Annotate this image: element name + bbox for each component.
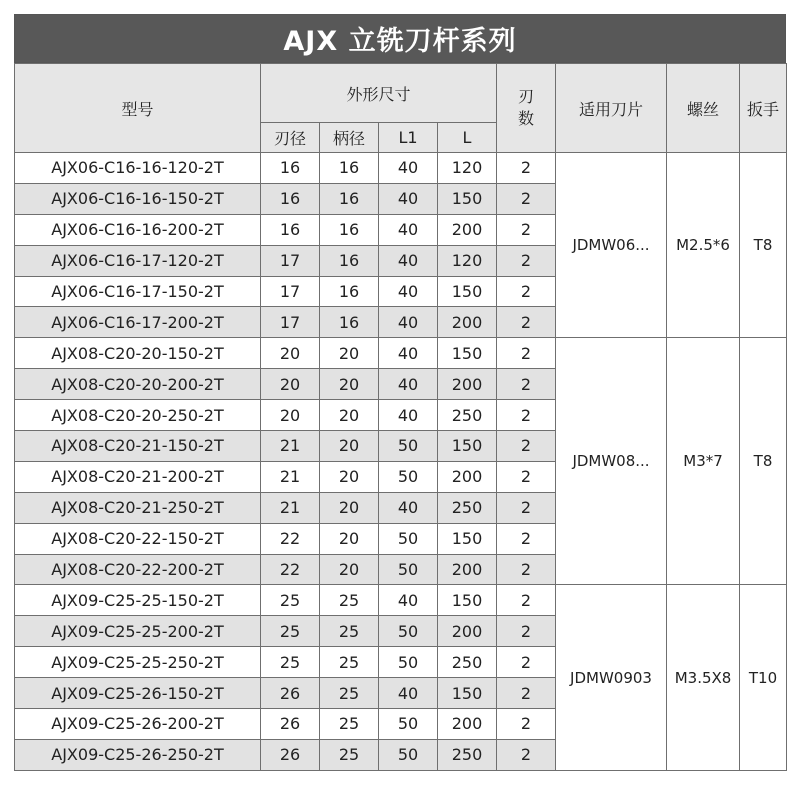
- cell-flutes: 2: [497, 709, 556, 740]
- cell-cutting-dia: 21: [261, 431, 320, 462]
- cell-shank-dia: 16: [320, 276, 379, 307]
- cell-model: AJX08-C20-21-150-2T: [15, 431, 261, 462]
- cell-cutting-dia: 16: [261, 183, 320, 214]
- cell-shank-dia: 20: [320, 523, 379, 554]
- header-flutes: [497, 64, 556, 153]
- cell-flutes: 2: [497, 461, 556, 492]
- table-body: [15, 153, 787, 771]
- cell-cutting-dia: 20: [261, 400, 320, 431]
- cell-cutting-dia: 22: [261, 554, 320, 585]
- cell-l1: 40: [379, 183, 438, 214]
- cell-flutes: 2: [497, 431, 556, 462]
- cell-l1: 50: [379, 739, 438, 770]
- cell-l: 200: [438, 709, 497, 740]
- spec-sheet: [14, 14, 786, 771]
- cell-screw: M3.5X8: [667, 585, 740, 770]
- header-l: L: [438, 123, 497, 153]
- cell-wrench: T8: [740, 153, 787, 338]
- cell-flutes: 2: [497, 245, 556, 276]
- cell-model: AJX09-C25-25-250-2T: [15, 647, 261, 678]
- cell-l: 200: [438, 616, 497, 647]
- cell-cutting-dia: 20: [261, 369, 320, 400]
- cell-screw: M2.5*6: [667, 153, 740, 338]
- spec-table: [14, 63, 787, 771]
- cell-l: 120: [438, 245, 497, 276]
- cell-flutes: 2: [497, 554, 556, 585]
- cell-model: AJX09-C25-26-250-2T: [15, 739, 261, 770]
- cell-flutes: 2: [497, 523, 556, 554]
- cell-l: 200: [438, 369, 497, 400]
- page-title: AJX 立铣刀杆系列: [14, 14, 786, 63]
- cell-cutting-dia: 25: [261, 585, 320, 616]
- cell-l: 150: [438, 585, 497, 616]
- cell-flutes: 2: [497, 585, 556, 616]
- cell-l1: 40: [379, 245, 438, 276]
- header-insert: 适用刀片: [556, 64, 667, 153]
- cell-cutting-dia: 26: [261, 678, 320, 709]
- cell-flutes: 2: [497, 307, 556, 338]
- cell-flutes: 2: [497, 678, 556, 709]
- cell-cutting-dia: 17: [261, 307, 320, 338]
- cell-model: AJX06-C16-16-120-2T: [15, 153, 261, 184]
- cell-cutting-dia: 22: [261, 523, 320, 554]
- cell-shank-dia: 16: [320, 245, 379, 276]
- cell-shank-dia: 16: [320, 307, 379, 338]
- header-wrench: 扳手: [740, 64, 787, 153]
- cell-cutting-dia: 16: [261, 153, 320, 184]
- cell-l: 250: [438, 400, 497, 431]
- cell-l1: 40: [379, 338, 438, 369]
- cell-l: 200: [438, 214, 497, 245]
- cell-shank-dia: 20: [320, 461, 379, 492]
- cell-model: AJX08-C20-20-250-2T: [15, 400, 261, 431]
- cell-cutting-dia: 21: [261, 461, 320, 492]
- cell-model: AJX08-C20-20-200-2T: [15, 369, 261, 400]
- cell-wrench: T8: [740, 338, 787, 585]
- cell-cutting-dia: 26: [261, 739, 320, 770]
- cell-l: 150: [438, 523, 497, 554]
- header-screw: 螺丝: [667, 64, 740, 153]
- cell-l1: 40: [379, 214, 438, 245]
- cell-l1: 40: [379, 153, 438, 184]
- cell-model: AJX06-C16-17-150-2T: [15, 276, 261, 307]
- cell-l1: 50: [379, 709, 438, 740]
- cell-l1: 50: [379, 523, 438, 554]
- cell-l: 250: [438, 647, 497, 678]
- header-l1: L1: [379, 123, 438, 153]
- table-row: [15, 338, 787, 369]
- cell-flutes: 2: [497, 647, 556, 678]
- cell-l1: 50: [379, 461, 438, 492]
- cell-l: 250: [438, 739, 497, 770]
- cell-l: 150: [438, 338, 497, 369]
- cell-shank-dia: 16: [320, 153, 379, 184]
- header-shank-dia: 柄径: [320, 123, 379, 153]
- cell-shank-dia: 20: [320, 492, 379, 523]
- cell-l: 200: [438, 461, 497, 492]
- cell-l: 200: [438, 307, 497, 338]
- cell-flutes: 2: [497, 338, 556, 369]
- cell-model: AJX06-C16-16-200-2T: [15, 214, 261, 245]
- cell-insert: JDMW08...: [556, 338, 667, 585]
- cell-model: AJX06-C16-17-200-2T: [15, 307, 261, 338]
- header-dimensions: 外形尺寸: [261, 64, 497, 123]
- header-flutes-line2: 数: [518, 109, 535, 128]
- cell-shank-dia: 25: [320, 616, 379, 647]
- cell-model: AJX06-C16-17-120-2T: [15, 245, 261, 276]
- cell-model: AJX09-C25-25-150-2T: [15, 585, 261, 616]
- cell-shank-dia: 25: [320, 678, 379, 709]
- cell-model: AJX08-C20-21-250-2T: [15, 492, 261, 523]
- cell-model: AJX09-C25-26-200-2T: [15, 709, 261, 740]
- cell-shank-dia: 20: [320, 338, 379, 369]
- cell-flutes: 2: [497, 183, 556, 214]
- cell-shank-dia: 25: [320, 709, 379, 740]
- table-row: [15, 153, 787, 184]
- cell-cutting-dia: 17: [261, 245, 320, 276]
- cell-shank-dia: 20: [320, 431, 379, 462]
- cell-model: AJX08-C20-20-150-2T: [15, 338, 261, 369]
- cell-l: 150: [438, 678, 497, 709]
- cell-model: AJX09-C25-25-200-2T: [15, 616, 261, 647]
- cell-l1: 40: [379, 276, 438, 307]
- cell-flutes: 2: [497, 739, 556, 770]
- cell-flutes: 2: [497, 400, 556, 431]
- cell-l: 150: [438, 183, 497, 214]
- cell-cutting-dia: 21: [261, 492, 320, 523]
- cell-cutting-dia: 20: [261, 338, 320, 369]
- cell-flutes: 2: [497, 492, 556, 523]
- cell-shank-dia: 25: [320, 647, 379, 678]
- cell-l1: 40: [379, 400, 438, 431]
- cell-l: 150: [438, 276, 497, 307]
- cell-shank-dia: 25: [320, 585, 379, 616]
- cell-l: 120: [438, 153, 497, 184]
- cell-flutes: 2: [497, 276, 556, 307]
- cell-shank-dia: 20: [320, 369, 379, 400]
- header-flutes-line1: 刃: [518, 87, 535, 106]
- cell-l1: 40: [379, 678, 438, 709]
- cell-wrench: T10: [740, 585, 787, 770]
- cell-insert: JDMW06...: [556, 153, 667, 338]
- cell-l: 150: [438, 431, 497, 462]
- cell-shank-dia: 16: [320, 214, 379, 245]
- cell-l1: 50: [379, 431, 438, 462]
- cell-cutting-dia: 26: [261, 709, 320, 740]
- table-row: [15, 585, 787, 616]
- cell-l1: 50: [379, 647, 438, 678]
- cell-cutting-dia: 16: [261, 214, 320, 245]
- cell-insert: JDMW0903: [556, 585, 667, 770]
- cell-cutting-dia: 25: [261, 647, 320, 678]
- cell-shank-dia: 20: [320, 400, 379, 431]
- cell-l: 250: [438, 492, 497, 523]
- cell-model: AJX08-C20-22-150-2T: [15, 523, 261, 554]
- cell-model: AJX06-C16-16-150-2T: [15, 183, 261, 214]
- cell-model: AJX09-C25-26-150-2T: [15, 678, 261, 709]
- cell-shank-dia: 20: [320, 554, 379, 585]
- cell-model: AJX08-C20-22-200-2T: [15, 554, 261, 585]
- cell-screw: M3*7: [667, 338, 740, 585]
- cell-l1: 40: [379, 307, 438, 338]
- cell-cutting-dia: 25: [261, 616, 320, 647]
- header-model: 型号: [15, 64, 261, 153]
- cell-l1: 40: [379, 585, 438, 616]
- cell-model: AJX08-C20-21-200-2T: [15, 461, 261, 492]
- cell-flutes: 2: [497, 214, 556, 245]
- cell-l1: 40: [379, 369, 438, 400]
- cell-shank-dia: 16: [320, 183, 379, 214]
- header-cutting-dia: 刃径: [261, 123, 320, 153]
- cell-flutes: 2: [497, 369, 556, 400]
- cell-l1: 50: [379, 616, 438, 647]
- cell-flutes: 2: [497, 153, 556, 184]
- cell-shank-dia: 25: [320, 739, 379, 770]
- cell-l: 200: [438, 554, 497, 585]
- cell-flutes: 2: [497, 616, 556, 647]
- cell-l1: 40: [379, 492, 438, 523]
- cell-cutting-dia: 17: [261, 276, 320, 307]
- cell-l1: 50: [379, 554, 438, 585]
